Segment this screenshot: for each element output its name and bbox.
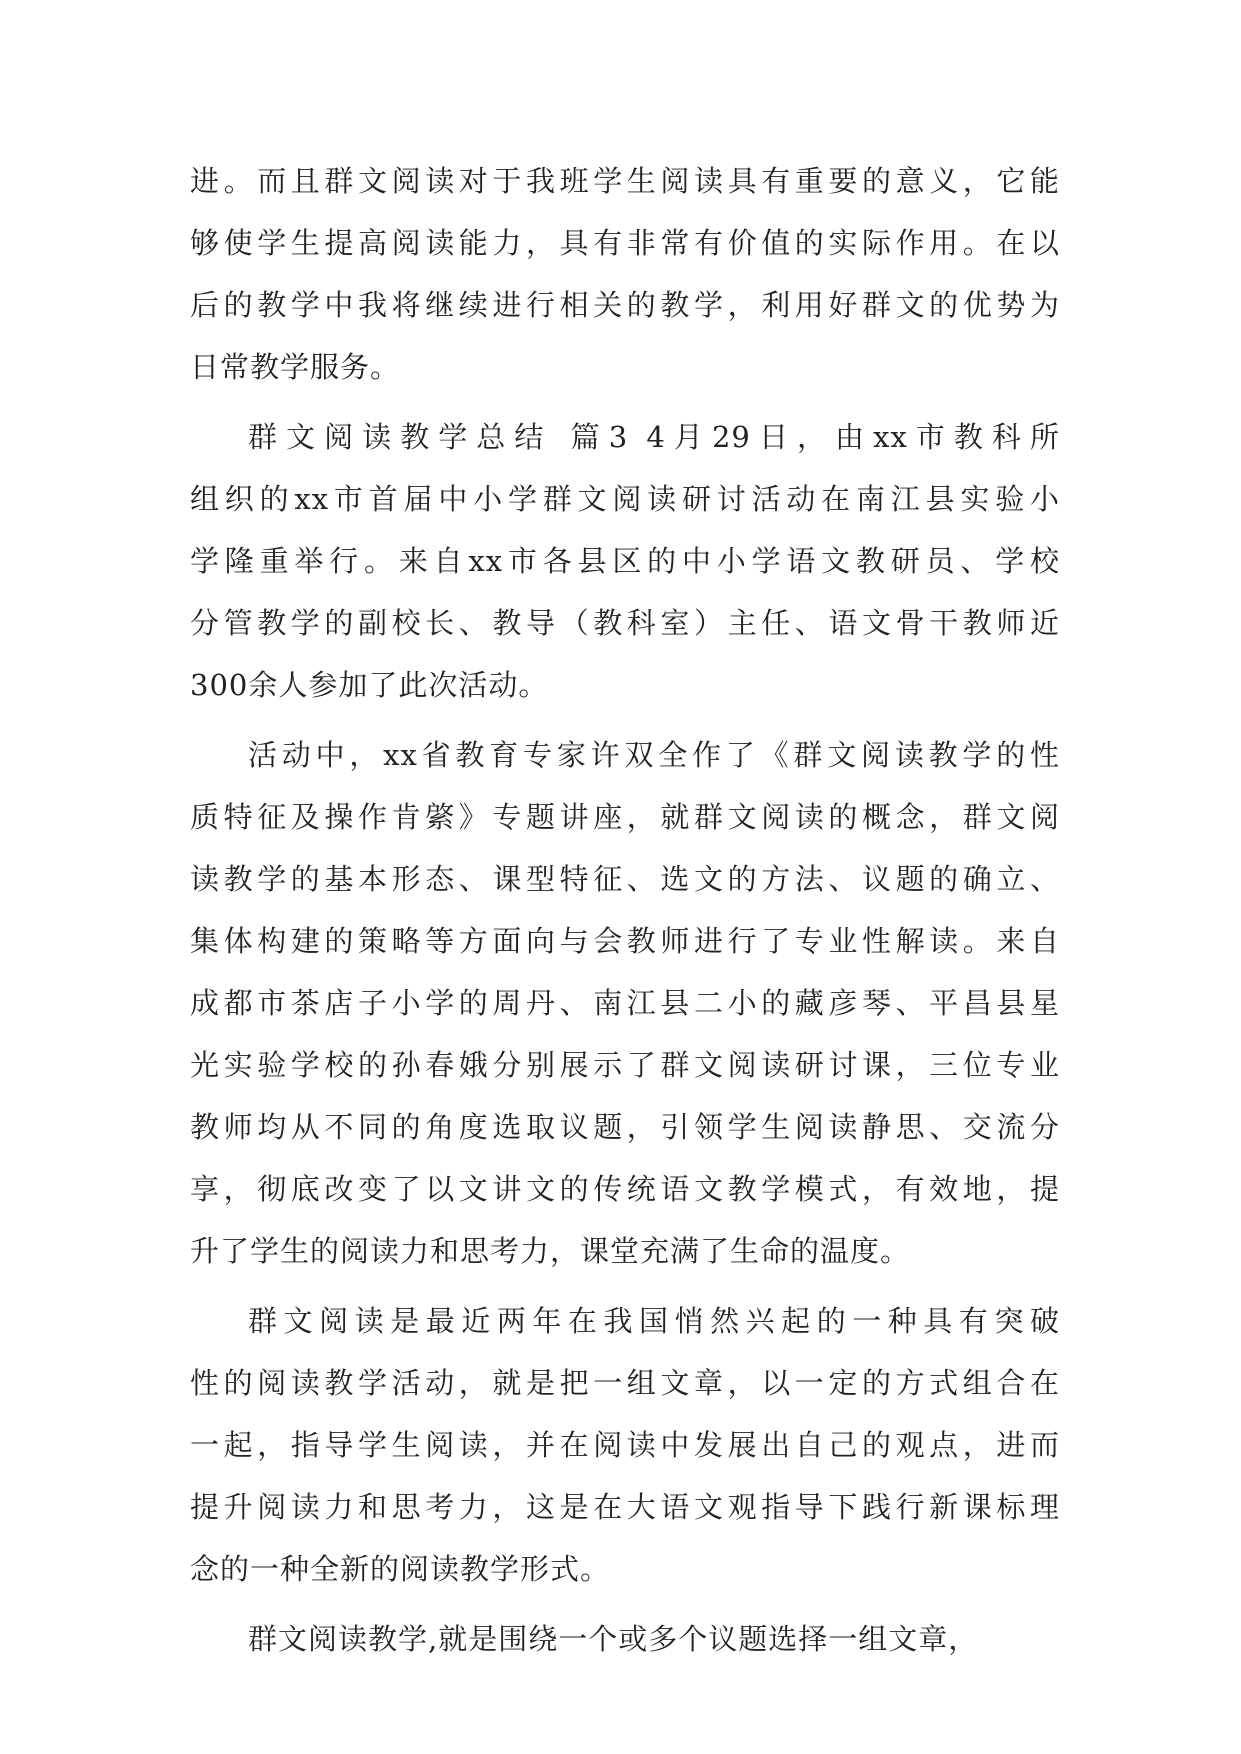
text-line: 群文阅读是最近两年在我国悄然兴起的一种具有突破 bbox=[248, 1304, 1060, 1338]
text-line: 集体构建的策略等方面向与会教师进行了专业性解读。来自 bbox=[190, 924, 1060, 958]
text-line: 享，彻底改变了以文讲文的传统语文教学模式，有效地，提 bbox=[190, 1172, 1060, 1206]
text-line: 升了学生的阅读力和思考力，课堂充满了生命的温度。 bbox=[190, 1234, 911, 1268]
text-line: 性的阅读教学活动，就是把一组文章，以一定的方式组合在 bbox=[190, 1366, 1060, 1400]
paragraph bbox=[190, 1608, 1060, 1670]
text-line: 日常教学服务。 bbox=[190, 350, 401, 384]
text-line: 群文阅读教学总结 篇3 4月29日，由xx市教科所 bbox=[248, 420, 1060, 454]
text-line: 300余人参加了此次活动。 bbox=[190, 668, 549, 702]
paragraph bbox=[190, 724, 1060, 1282]
text-line: 活动中，xx省教育专家许双全作了《群文阅读教学的性 bbox=[248, 738, 1060, 772]
text-line: 进。而且群文阅读对于我班学生阅读具有重要的意义，它能 bbox=[190, 164, 1060, 198]
text-line: 成都市茶店子小学的周丹、南江县二小的藏彦琴、平昌县星 bbox=[190, 986, 1060, 1020]
paragraph bbox=[190, 406, 1060, 716]
paragraph-gap bbox=[190, 1282, 1060, 1290]
text-line: 一起，指导学生阅读，并在阅读中发展出自己的观点，进而 bbox=[190, 1428, 1060, 1462]
text-line: 光实验学校的孙春娥分别展示了群文阅读研讨课，三位专业 bbox=[190, 1048, 1060, 1082]
text-line: 提升阅读力和思考力，这是在大语文观指导下践行新课标理 bbox=[190, 1490, 1060, 1524]
paragraph-gap bbox=[190, 1600, 1060, 1608]
text-line: 群文阅读教学,就是围绕一个或多个议题选择一组文章， bbox=[248, 1622, 979, 1656]
paragraph bbox=[190, 150, 1060, 398]
text-line: 质特征及操作肯綮》专题讲座，就群文阅读的概念，群文阅 bbox=[190, 800, 1060, 834]
text-line: 分管教学的副校长、教导（教科室）主任、语文骨干教师近 bbox=[190, 606, 1060, 640]
text-line: 组织的xx市首届中小学群文阅读研讨活动在南江县实验小 bbox=[190, 482, 1060, 516]
text-line: 够使学生提高阅读能力，具有非常有价值的实际作用。在以 bbox=[190, 226, 1060, 260]
paragraph bbox=[190, 1290, 1060, 1600]
document-body bbox=[190, 150, 1060, 1670]
paragraph-gap bbox=[190, 716, 1060, 724]
text-line: 教师均从不同的角度选取议题，引领学生阅读静思、交流分 bbox=[190, 1110, 1060, 1144]
text-line: 后的教学中我将继续进行相关的教学，利用好群文的优势为 bbox=[190, 288, 1060, 322]
text-line: 学隆重举行。来自xx市各县区的中小学语文教研员、学校 bbox=[190, 544, 1060, 578]
text-line: 念的一种全新的阅读教学形式。 bbox=[190, 1552, 611, 1586]
text-line: 读教学的基本形态、课型特征、选文的方法、议题的确立、 bbox=[190, 862, 1060, 896]
paragraph-gap bbox=[190, 398, 1060, 406]
